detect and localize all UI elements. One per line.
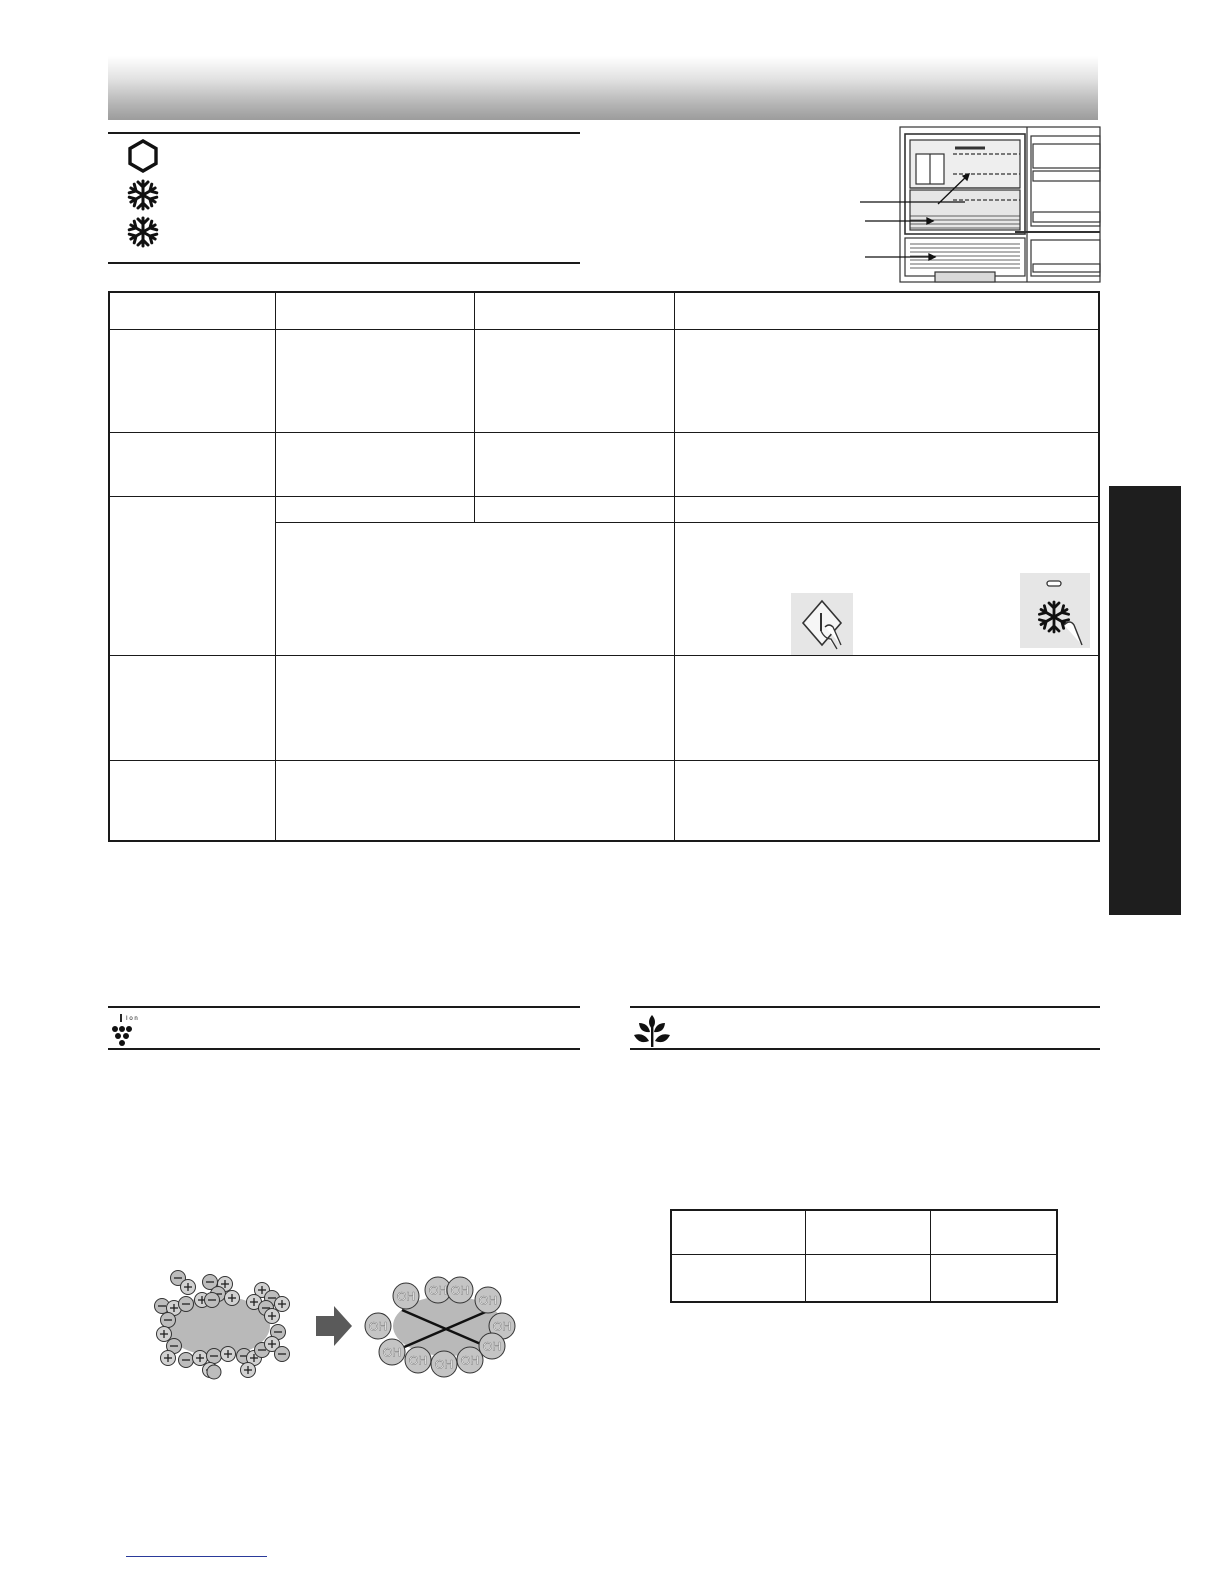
ion-section-bottom-rule: [108, 1048, 580, 1050]
table-row: [109, 760, 1099, 841]
table-cell: [674, 655, 1099, 760]
table-header-cell: [805, 1210, 930, 1254]
table-header-row: [671, 1210, 1057, 1254]
table-cell: [109, 496, 275, 655]
table-header-cell: [671, 1210, 805, 1254]
table-header-cell: [674, 292, 1099, 329]
table-row: [109, 329, 1099, 432]
table-cell: [474, 432, 674, 496]
legend-top-rule: [108, 132, 580, 134]
table-cell: [275, 432, 474, 496]
leaf-section-bottom-rule: [630, 1048, 1100, 1050]
arrow-icon: [316, 1306, 352, 1346]
table-row: [109, 655, 1099, 760]
footer-link-underline[interactable]: [126, 1556, 267, 1557]
table-cell: [109, 760, 275, 841]
ion-grapes-icon: [109, 1012, 145, 1048]
page-header-band: [108, 56, 1098, 120]
table-header-cell: [109, 292, 275, 329]
table-cell: [109, 329, 275, 432]
table-row: [671, 1254, 1057, 1302]
table-header-row: [109, 292, 1099, 329]
table-cell: [930, 1254, 1057, 1302]
table-header-cell: [474, 292, 674, 329]
ion-section-top-rule: [108, 1006, 580, 1008]
leaf-section-top-rule: [630, 1006, 1100, 1008]
table-cell: [275, 760, 674, 841]
snowflake-icon: [127, 216, 159, 248]
before-particle: [155, 1271, 290, 1380]
leaf-icon: [631, 1013, 673, 1049]
table-cell: [674, 760, 1099, 841]
leaf-section-title: [678, 1018, 1088, 1042]
snowflake-icon: [127, 179, 159, 211]
small-table: [670, 1209, 1058, 1303]
table-cell: [109, 432, 275, 496]
table-cell: [275, 655, 674, 760]
after-particle: [365, 1277, 515, 1377]
legend-bottom-rule: [108, 262, 580, 264]
table-cell: [805, 1254, 930, 1302]
ion-superscript: I o n: [126, 1016, 138, 1022]
table-cell: [671, 1254, 805, 1302]
side-section-tab: [1109, 486, 1181, 915]
table-row: [109, 496, 1099, 522]
table-cell: [674, 432, 1099, 496]
snowflake-button-illustration: [1020, 573, 1090, 648]
spec-table: [108, 291, 1100, 842]
table-header-cell: [930, 1210, 1057, 1254]
table-cell: [275, 329, 474, 432]
table-cell: [674, 496, 1099, 522]
table-cell: [474, 329, 674, 432]
diamond-button-illustration: [791, 593, 853, 655]
table-cell: [109, 655, 275, 760]
table-cell: [275, 522, 674, 655]
snowflake-button-icon: [1020, 573, 1090, 648]
ion-section-title: [150, 1018, 570, 1042]
ion-diagram: OH: [150, 1268, 530, 1386]
diamond-button-icon: [791, 593, 853, 655]
table-cell: [275, 496, 474, 522]
table-row: [109, 432, 1099, 496]
table-header-cell: [275, 292, 474, 329]
fridge-diagram: [855, 124, 1100, 282]
table-cell: [674, 329, 1099, 432]
hexagon-icon: [126, 139, 160, 173]
table-cell: [474, 496, 674, 522]
